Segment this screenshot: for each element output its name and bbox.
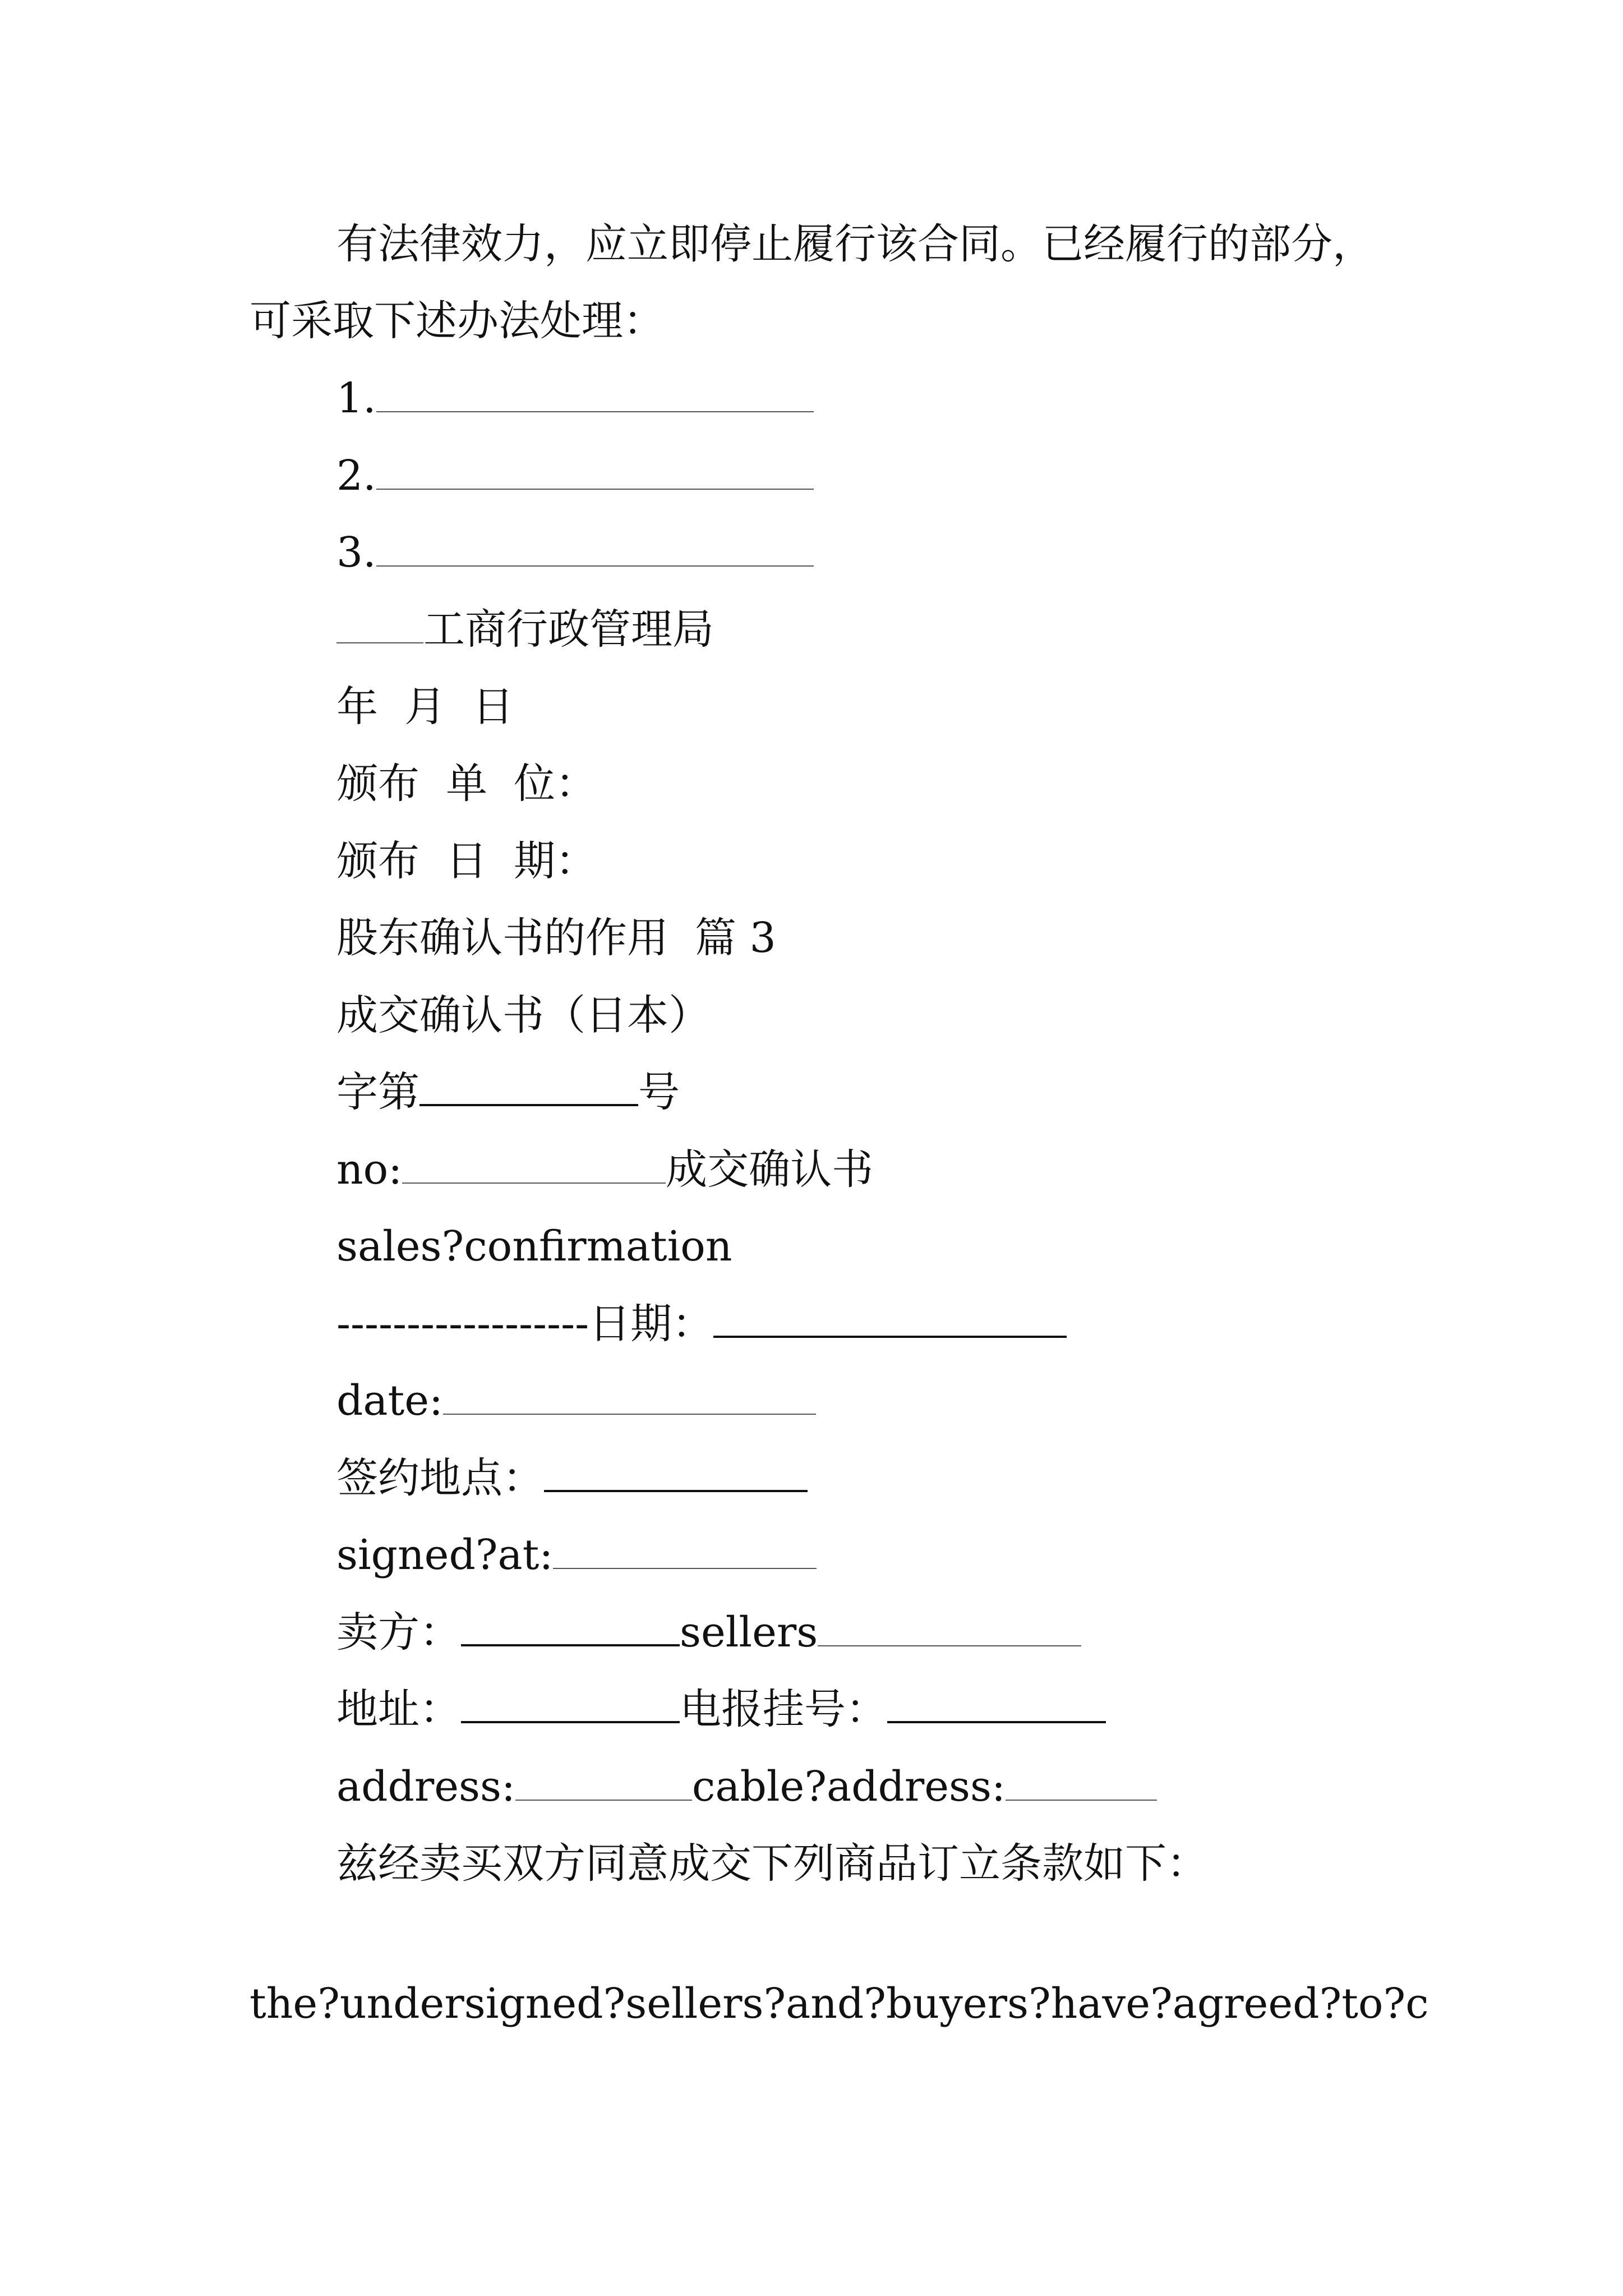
address-en-line — [336, 1761, 1157, 1812]
issue-date-line: 颁布 日 期： — [336, 837, 597, 885]
document-title: 成交确认书（日本） — [336, 991, 710, 1039]
address-cn-line — [336, 1684, 1106, 1734]
zidi-suffix: 号 — [638, 1068, 680, 1116]
sign-cn-line — [336, 1453, 808, 1503]
blank-line — [376, 483, 814, 490]
dash-rule: ------------------ — [336, 1300, 589, 1348]
blank-line — [443, 1408, 816, 1415]
zidi-prefix: 字第 — [336, 1068, 419, 1116]
blank-line — [336, 637, 423, 643]
blank-line — [818, 1640, 1081, 1646]
list-number: 3. — [336, 528, 376, 577]
section-heading: 股东确认书的作用 篇 3 — [336, 914, 776, 962]
bureau-label: 工商行政管理局 — [423, 605, 714, 654]
zidi-line — [336, 1067, 680, 1117]
blank-line — [1006, 1794, 1157, 1801]
blank-line — [713, 1330, 1067, 1338]
address-en-label: address: — [336, 1763, 515, 1811]
blank-line — [461, 1639, 680, 1646]
sign-en-line — [336, 1530, 817, 1580]
list-item — [336, 527, 814, 578]
date-en-line — [336, 1375, 816, 1426]
blank-line — [461, 1715, 680, 1723]
blank-line — [376, 560, 814, 567]
blank-line — [553, 1562, 817, 1569]
list-item — [336, 450, 814, 501]
date-cn-label: 日期： — [589, 1300, 714, 1348]
blank-line — [515, 1794, 692, 1801]
no-label: no: — [336, 1145, 403, 1194]
cable-cn-label: 电报挂号： — [680, 1685, 887, 1733]
date-line: 年 月 日 — [336, 683, 514, 731]
agreement-cn-line: 兹经卖买双方同意成交下列商品订立条款如下： — [336, 1839, 1208, 1888]
paragraph-line: 有法律效力，应立即停止履行该合同。已经履行的部分， — [336, 220, 1374, 268]
no-title: 成交确认书 — [666, 1145, 874, 1194]
sales-confirmation-line: sales?confirmation — [336, 1222, 732, 1271]
blank-line — [544, 1484, 808, 1492]
date-cn-line — [336, 1299, 1067, 1349]
agreement-en-line: the?undersigned?sellers?and?buyers?have?agreed?to?c — [250, 1980, 1429, 2028]
seller-cn-label: 卖方： — [336, 1608, 461, 1657]
blank-line — [419, 1098, 638, 1106]
list-item — [336, 373, 814, 424]
blank-line — [402, 1177, 666, 1184]
blank-line — [376, 406, 814, 412]
list-number: 2. — [336, 452, 376, 500]
blank-line — [887, 1715, 1106, 1723]
date-en-label: date: — [336, 1377, 443, 1425]
paragraph-line: 可采取下述办法处理： — [250, 297, 665, 345]
sign-cn-label: 签约地点： — [336, 1454, 544, 1502]
seller-line — [336, 1607, 1081, 1658]
issuer-line: 颁布 单 位： — [336, 760, 597, 808]
address-cn-label: 地址： — [336, 1685, 461, 1733]
no-line — [336, 1144, 873, 1195]
seller-en-label: sellers — [680, 1608, 818, 1657]
cable-en-label: cable?address: — [691, 1763, 1006, 1811]
sign-en-label: signed?at: — [336, 1531, 554, 1579]
list-number: 1. — [336, 374, 376, 422]
bureau-line — [336, 604, 714, 655]
